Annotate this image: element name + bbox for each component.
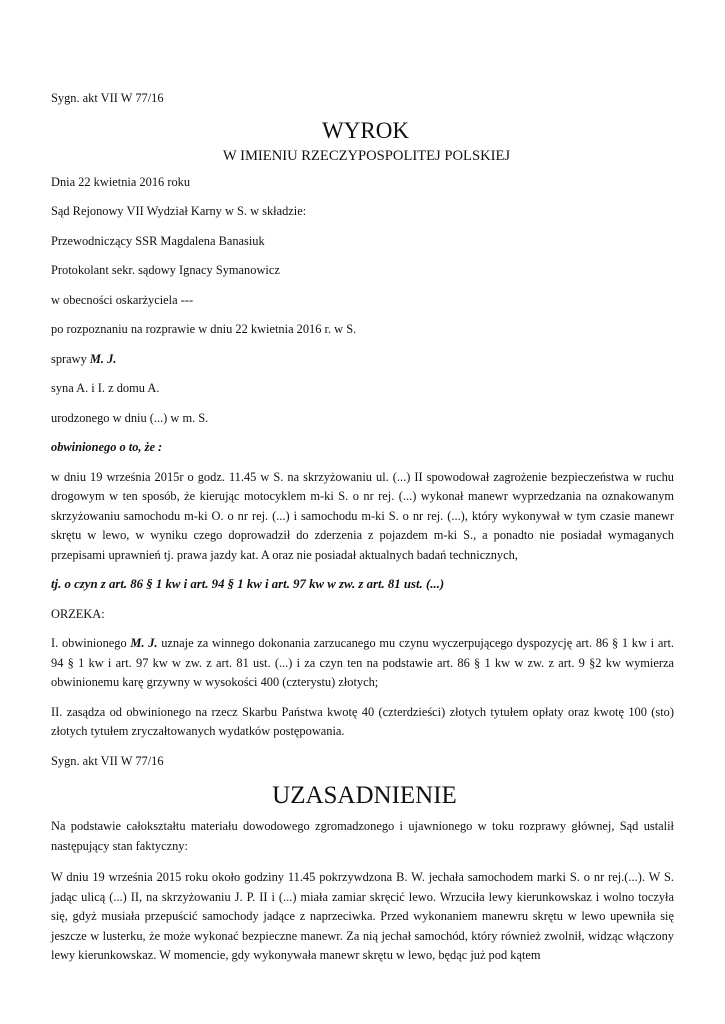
- justification-case-number: Sygn. akt VII W 77/16: [51, 753, 164, 768]
- court-clerk: Protokolant sekr. sądowy Ignacy Symanowicz: [51, 263, 280, 277]
- verdict-date: Dnia 22 kwietnia 2016 roku: [51, 174, 191, 189]
- defendant-parents: syna A. i I. z domu A.: [51, 381, 160, 395]
- charge-line: tj. o czyn z art. 86 § 1 kw i art. 94 § 1 kw i art. 97 kw w zw. z art. 81 ust. (...): [51, 577, 445, 591]
- ruling-point-1-text: uznaje za winnego dokonania zarzucanego mu czynu wyczerpującego dyspozycję art. 86 § 1 kw i art. 94 § 1 kw i art. 97 kw w zw. z art. 81 ust. (...) i za czyn ten na podstawie art. 86 § 1 kw w zw. z art. 9 §2 kw wymierza obwinionemu karę grzywny w wysokości 400 (czterystu) złotych;: [51, 636, 674, 689]
- accused-of-heading: obwinionego o to, że :: [51, 440, 163, 454]
- document-body: [51, 89, 674, 966]
- court-composition: Sąd Rejonowy VII Wydział Karny w S. w składzie:: [51, 204, 307, 218]
- prosecutor-presence: w obecności oskarżyciela ---: [51, 292, 194, 307]
- case-number: Sygn. akt VII W 77/16: [51, 91, 164, 105]
- facts-paragraph: w dniu 19 września 2015r o godz. 11.45 w S. na skrzyżowaniu ul. (...) II spowodował zagrożenie bezpieczeństwa w ruchu drogowym w ten sposób, że kierując motocyklem m-ki S. o nr rej. (...) wykonał manewr wyprzedzania na oznakowanym skrzyżowaniu samochodu m-ki O. o nr rej. (...) i samochodu m-ki S. o nr rej. (...), który wykonywał w tym czasie manewr skrętu w lewo, w wyniku czego doprowadził do zderzenia z pojazdem m-ki S., a ponadto nie posiadał wymaganych przepisami uprawnień tj. prawa jazdy kat. A oraz nie posiadał aktualnych badań technicznych,: [51, 469, 674, 562]
- justification-facts: W dniu 19 września 2015 roku około godziny 11.45 pokrzywdzona B. W. jechała samochodem marki S. o nr rej.(...). W S. jadąc ulicą (...) II, na skrzyżowaniu J. P. II i (...) miała zamiar skręcić lewo. Wrzuciła lewy kierunkowskaz i wolno toczyła się, gdyż musiała przepuścić samochody jadące z naprzeciwka. Przed wykonaniem manewru skrętu w lewo upewniła się jeszcze w lusterku, że może wykonać bezpieczne manewr. Za nią jechał samochód, który również zwolnił, widząc włączony lewy kierunkowskaz. W momencie, gdy wykonywała manewr skrętu w lewo, będąc już pod kątem: [51, 870, 674, 962]
- verdict-subtitle: W IMIENIU RZECZYPOSPOLITEJ POLSKIEJ: [222, 147, 511, 164]
- justification-title: UZASADNIENIE: [272, 782, 457, 809]
- ruling-point-1-prefix: I. obwinionego: [51, 636, 131, 650]
- presiding-judge: Przewodniczący SSR Magdalena Banasiuk: [51, 233, 265, 248]
- ruling-point-2: II. zasądza od obwinionego na rzecz Skarbu Państwa kwotę 40 (czterdzieści) złotych tytułem opłaty oraz kwotę 100 (sto) złotych tytułem zryczałtowanych wydatków postępowania.: [51, 704, 674, 738]
- ruling-heading: ORZEKA:: [51, 606, 105, 621]
- defendant-name: M. J.: [89, 351, 117, 366]
- justification-intro: Na podstawie całokształtu materiału dowodowego zgromadzonego i ujawnionego w toku rozprawy głównej, Sąd ustalił następujący stan faktyczny:: [51, 819, 674, 853]
- verdict-title: WYROK: [322, 117, 409, 143]
- hearing-info: po rozpoznaniu na rozprawie w dniu 22 kwietnia 2016 r. w S.: [51, 322, 357, 336]
- case-of: [51, 350, 674, 370]
- case-of-prefix: sprawy: [51, 351, 90, 366]
- defendant-birth: urodzonego w dniu (...) w m. S.: [51, 410, 209, 425]
- ruling-defendant-name: M. J.: [130, 636, 158, 650]
- ruling-point-1: [51, 634, 674, 693]
